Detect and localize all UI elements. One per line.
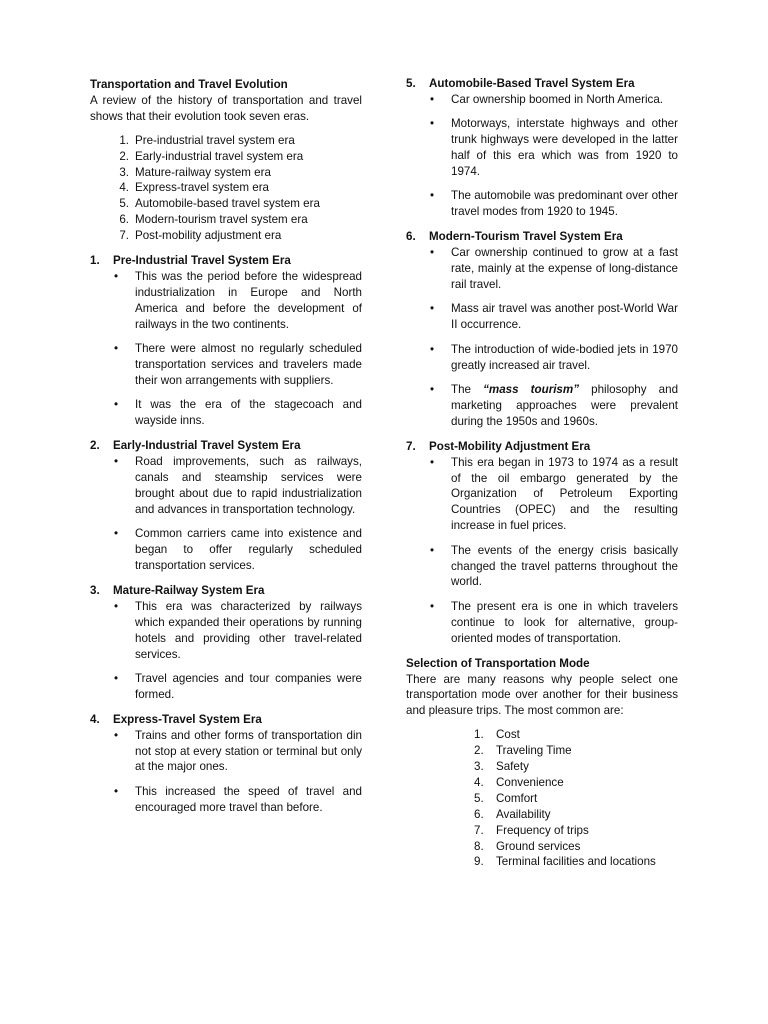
- bullet-item: [114, 728, 362, 776]
- bullet-list: [90, 728, 362, 816]
- era-list: [111, 133, 362, 244]
- left-column: [90, 76, 362, 816]
- bullet-icon: •: [114, 599, 119, 613]
- list-item: [474, 759, 678, 775]
- list-number: 6.: [119, 213, 129, 227]
- list-number: 2.: [474, 744, 484, 758]
- bullet-item: [114, 526, 362, 574]
- bullet-icon: •: [114, 671, 119, 685]
- bullet-icon: •: [114, 784, 119, 798]
- section-title: Mature-Railway System Era: [113, 583, 265, 597]
- list-item: [111, 180, 362, 196]
- list-item-label: Early-industrial travel system era: [135, 149, 304, 163]
- list-item-label: Modern-tourism travel system era: [135, 213, 308, 227]
- section-express-travel: [90, 712, 362, 816]
- section-heading: [90, 438, 362, 454]
- bullet-list: [90, 269, 362, 429]
- bullet-text: Road improvements, such as railways, canals and steamship services were brought about due to rapid industrialization and advances in transportation technology.: [135, 455, 362, 516]
- list-item-label: Cost: [496, 728, 520, 742]
- bullet-item: [114, 599, 362, 663]
- bullet-item: [114, 397, 362, 429]
- bullet-text: The automobile was predominant over other travel modes from 1920 to 1945.: [451, 189, 678, 219]
- bullet-item: [430, 301, 678, 333]
- list-item-label: Frequency of trips: [496, 823, 589, 837]
- section-modern-tourism: [406, 229, 678, 429]
- list-item-label: Express-travel system era: [135, 181, 270, 195]
- bullet-icon: •: [114, 455, 119, 469]
- list-item-label: Terminal facilities and locations: [496, 855, 656, 869]
- section-heading: [90, 712, 362, 728]
- bullet-list: [406, 92, 678, 220]
- list-item: [474, 839, 678, 855]
- bullet-icon: •: [430, 246, 435, 260]
- section-automobile-based: [406, 76, 678, 220]
- bullet-icon: •: [114, 728, 119, 742]
- bullet-item: [430, 599, 678, 647]
- list-number: 3.: [474, 760, 484, 774]
- section-pre-industrial: [90, 253, 362, 429]
- list-number: 2.: [119, 149, 129, 163]
- list-number: 5.: [119, 197, 129, 211]
- section-number: 1.: [90, 254, 100, 268]
- list-item-label: Safety: [496, 760, 529, 774]
- list-item: [111, 212, 362, 228]
- selection-intro: There are many reasons why people select one transportation mode over another for their business and pleasure trips. The most common are:: [406, 672, 678, 718]
- bullet-text: This was the period before the widespread industrialization in Europe and North America and before the development of railways in the two continents.: [135, 269, 362, 331]
- list-number: 7.: [474, 823, 484, 837]
- section-heading: [406, 76, 678, 92]
- bullet-text: It was the era of the stagecoach and wayside inns.: [135, 398, 362, 428]
- list-item-label: Availability: [496, 807, 551, 821]
- list-item: [111, 133, 362, 149]
- bullet-icon: •: [114, 342, 119, 356]
- list-number: 1.: [474, 728, 484, 742]
- section-number: 4.: [90, 712, 100, 726]
- bullet-list: [90, 599, 362, 703]
- bullet-item: [430, 543, 678, 591]
- bullet-text: The present era is one in which travelers continue to look for alternative, group-oriented modes of transportation.: [451, 599, 678, 645]
- list-item: [474, 807, 678, 823]
- bullet-icon: •: [114, 398, 119, 412]
- bullet-icon: •: [430, 117, 435, 131]
- section-heading: [90, 253, 362, 269]
- intro-paragraph: A review of the history of transportation and travel shows that their evolution took seven eras.: [90, 93, 362, 123]
- section-number: 6.: [406, 230, 416, 244]
- section-heading: [406, 229, 678, 245]
- list-item: [111, 149, 362, 165]
- list-item: [111, 196, 362, 212]
- bullet-text: The introduction of wide-bodied jets in 1970 greatly increased air travel.: [451, 342, 678, 372]
- bullet-icon: •: [430, 342, 435, 356]
- section-title: Modern-Tourism Travel System Era: [429, 230, 623, 244]
- bullet-text: Car ownership continued to grow at a fast rate, mainly at the expense of long-distance rail travel.: [451, 246, 678, 291]
- bullet-item: [114, 671, 362, 703]
- bullet-item: [430, 116, 678, 180]
- list-item-label: Pre-industrial travel system era: [135, 133, 295, 147]
- list-item-label: Mature-railway system era: [135, 165, 271, 179]
- selection-list: [406, 727, 678, 870]
- section-title: Early-Industrial Travel System Era: [113, 439, 301, 453]
- list-item-label: Convenience: [496, 775, 564, 789]
- bullet-icon: •: [430, 543, 435, 557]
- bullet-item: [114, 454, 362, 518]
- list-item: [474, 823, 678, 839]
- list-item: [474, 791, 678, 807]
- bullet-list: [406, 245, 678, 430]
- bullet-icon: •: [430, 599, 435, 613]
- section-number: 3.: [90, 583, 100, 597]
- list-item: [474, 775, 678, 791]
- list-number: 8.: [474, 839, 484, 853]
- bullet-item: [114, 269, 362, 333]
- right-column: [406, 76, 678, 870]
- bullet-list: [90, 454, 362, 574]
- bullet-item: [430, 92, 678, 108]
- bullet-text: Trains and other forms of transportation din not stop at every station or terminal but only at the major ones.: [135, 728, 362, 774]
- bullet-list: [406, 455, 678, 647]
- bullet-text-post: philosophy and marketing approaches were prevalent during the 1950s and 1960s.: [451, 383, 679, 428]
- list-item-label: Traveling Time: [496, 744, 572, 758]
- bullet-item: [114, 341, 362, 389]
- bullet-item: [430, 188, 678, 220]
- list-item: [111, 165, 362, 181]
- list-item-label: Post-mobility adjustment era: [135, 229, 282, 243]
- list-item: [474, 727, 678, 743]
- list-item-label: Automobile-based travel system era: [135, 197, 320, 211]
- section-heading: Selection of Transportation Mode: [406, 656, 590, 670]
- section-number: 7.: [406, 439, 416, 453]
- section-selection-mode: [406, 656, 678, 871]
- bullet-text: This era was characterized by railways which expanded their operations by running hotels and providing other travel-related services.: [135, 599, 362, 661]
- bullet-icon: •: [114, 269, 119, 283]
- bullet-icon: •: [430, 383, 435, 396]
- section-title: Post-Mobility Adjustment Era: [429, 439, 591, 453]
- bullet-text: Travel agencies and tour companies were formed.: [135, 671, 362, 701]
- section-title: Pre-Industrial Travel System Era: [113, 254, 291, 268]
- section-heading: [406, 439, 678, 455]
- bullet-text: The events of the energy crisis basically changed the travel patterns throughout the world.: [451, 543, 678, 589]
- bullet-text: Common carriers came into existence and began to offer regularly scheduled transportation services.: [135, 527, 362, 572]
- bullet-text: Car ownership boomed in North America.: [451, 92, 664, 106]
- bullet-item: [430, 245, 678, 293]
- bullet-text: Mass air travel was another post-World War II occurrence.: [451, 302, 678, 332]
- list-item: [474, 854, 678, 870]
- list-number: 6.: [474, 807, 484, 821]
- list-number: 4.: [474, 775, 484, 789]
- section-number: 2.: [90, 439, 100, 453]
- section-title: Automobile-Based Travel System Era: [429, 77, 635, 90]
- list-number: 4.: [119, 181, 129, 195]
- section-heading: [90, 583, 362, 599]
- section-mature-railway: [90, 583, 362, 703]
- bullet-icon: •: [430, 455, 435, 469]
- list-number: 3.: [119, 165, 129, 179]
- list-item: [474, 743, 678, 759]
- list-number: 9.: [474, 855, 484, 869]
- bullet-item: [430, 382, 679, 430]
- list-item: [111, 228, 362, 244]
- list-item-label: Comfort: [496, 791, 538, 805]
- bullet-icon: •: [114, 527, 119, 541]
- bullet-text-pre: The: [451, 383, 484, 396]
- section-number: 5.: [406, 77, 416, 90]
- bullet-text: Motorways, interstate highways and other trunk highways were developed in the latter half of this era which was from 1920 to 1974.: [451, 117, 678, 179]
- document-title: Transportation and Travel Evolution: [90, 78, 288, 91]
- bullet-text: This increased the speed of travel and encouraged more travel than before.: [135, 784, 362, 814]
- list-item-label: Ground services: [496, 839, 581, 853]
- bullet-item: [114, 784, 362, 816]
- section-post-mobility: [406, 439, 678, 647]
- list-number: 7.: [119, 229, 129, 243]
- bullet-icon: •: [430, 92, 435, 106]
- section-early-industrial: [90, 438, 362, 574]
- bullet-icon: •: [430, 189, 435, 203]
- bullet-item: [430, 342, 678, 374]
- mass-tourism-emphasis: “mass tourism”: [483, 383, 579, 396]
- section-title: Express-Travel System Era: [113, 712, 262, 726]
- bullet-item: [430, 455, 678, 535]
- bullet-icon: •: [430, 302, 435, 316]
- list-number: 1.: [119, 133, 129, 147]
- bullet-text: This era began in 1973 to 1974 as a result of the oil embargo generated by the Organization of Petroleum Exporting Countries (OPEC) and the resulting increase in fuel prices.: [451, 455, 678, 533]
- list-number: 5.: [474, 791, 484, 805]
- bullet-text: There were almost no regularly scheduled transportation services and travelers made their won arrangements with suppliers.: [135, 342, 362, 387]
